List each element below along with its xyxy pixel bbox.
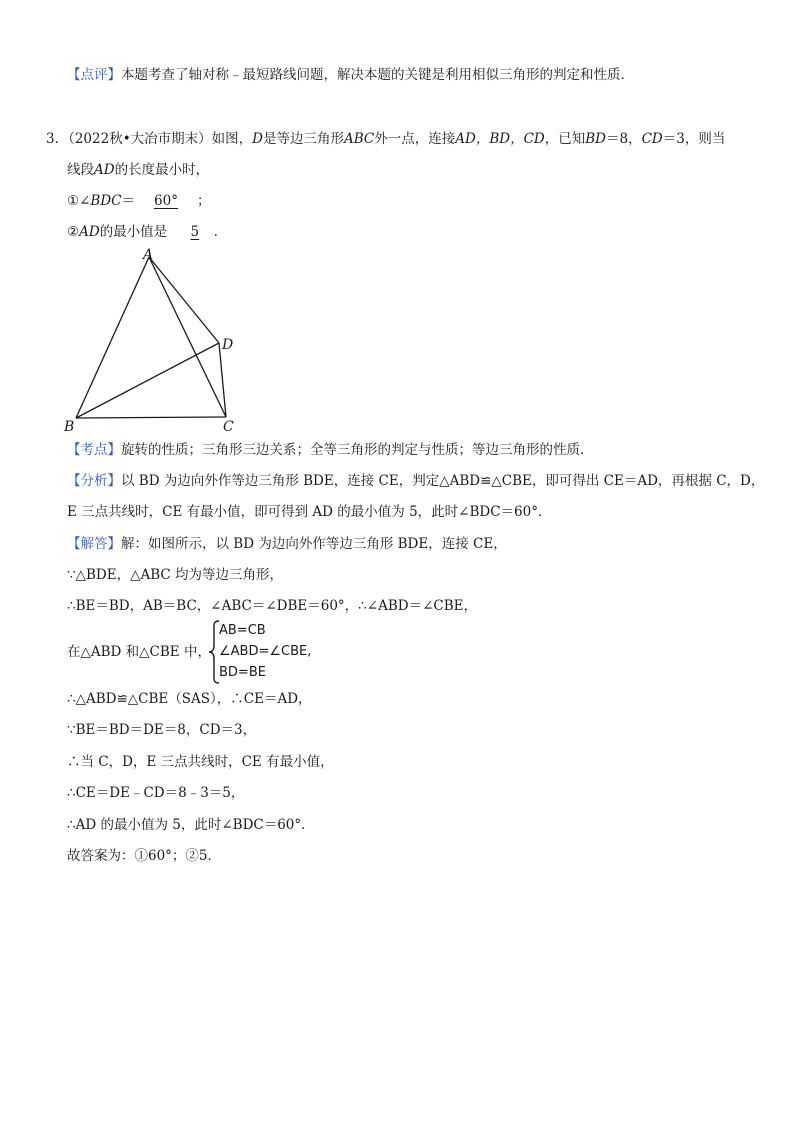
answer-blank-2: 5 [190,224,200,240]
problem-number: 3． [46,131,69,147]
segment-bd [76,343,219,418]
fenxi-text-2: E 三点共线时，CE 有最小值，即可得到 AD 的最小值为 5，此时∠BDC＝60°． [67,504,552,520]
comment-tag: 【点评】 [67,67,121,83]
jieda-line-9: 故答案为：①60°；②5． [67,848,222,864]
kaodian-line [67,441,594,459]
jieda-line-7: ∴CE＝DE﹣CD＝8﹣3＝5， [67,785,245,801]
kaodian-tag: 【考点】 [67,442,121,458]
q2-prefix: ② [67,224,80,240]
var-bd: BD [585,131,606,147]
q1-eq: ＝ [121,193,135,209]
problem-text: 外一点，连接 [374,131,456,147]
jieda-text-0: 解：如图所示，以 BD 为边向外作等边三角形 BDE，连接 CE， [121,536,507,552]
kaodian-text: 旋转的性质；三角形三边关系；全等三角形的判定与性质；等边三角形的性质． [121,442,594,458]
system-eq-2: ∠ABD=∠CBE, [219,644,312,659]
var-d: D [252,131,263,147]
fenxi-text-1: 以 BD 为边向外作等边三角形 BDE，连接 CE，判定△ABD≌△CBE，即可得出 CE＝AD，再根据 C，D， [121,473,765,489]
problem-source: （2022秋•大冶市期末） [68,131,212,147]
var-segments: AD，BD，CD [455,131,545,147]
question-1 [67,192,211,210]
question-2 [67,223,227,241]
fenxi-line-1 [67,472,764,490]
q2-suffix: ． [213,224,228,240]
q1-prefix: ①∠ [67,193,91,209]
system-equations [219,620,311,683]
segment-ab [76,257,149,418]
point-label-b: B [64,419,75,435]
jieda-line-5: ∵BE＝BD＝DE＝8，CD＝3， [67,722,257,738]
problem-text: ＝8， [605,131,642,147]
jieda-tag: 【解答】 [67,536,121,552]
triangle-figure [55,245,255,435]
jieda-line-6: ∴当 C，D，E 三点共线时，CE 有最小值， [67,754,334,770]
var-ad: AD [94,162,115,178]
q2-mid: 的最小值是 [99,224,168,240]
problem-line-1 [46,130,725,148]
problem-line-2 [67,161,209,179]
var-ad: AD [79,224,100,240]
fenxi-tag: 【分析】 [67,473,121,489]
point-label-c: C [223,419,234,435]
problem-text: 线段 [67,162,94,178]
var-cd: CD [641,131,663,147]
system-eq-3: BD=BE [219,665,266,680]
var-abc: ABC [344,131,375,147]
system-eq-1: AB=CB [219,623,266,638]
problem-text: 的长度最小时， [114,162,210,178]
point-label-a: A [143,247,154,263]
segment-bc [76,417,226,418]
q1-suffix: ； [197,193,211,209]
comment-text: 本题考查了轴对称﹣最短路线问题，解决本题的关键是利用相似三角形的判定和性质． [121,67,634,83]
answer-blank-1: 60° [154,193,178,209]
fenxi-line-2 [67,503,551,521]
var-bdc: BDC [90,193,122,209]
jieda-line-4: ∴△ABD≌△CBE（SAS），∴CE＝AD， [67,691,312,707]
problem-text: 是等边三角形 [263,131,344,147]
system-label: 在△ABD 和△CBE 中， [67,644,211,660]
problem-text: ，已知 [544,131,586,147]
jieda-line-8: ∴AD 的最小值为 5，此时∠BDC＝60°． [67,817,315,833]
problem-text: 如图， [211,131,253,147]
jieda-line-2: ∴BE＝BD，AB＝BC，∠ABC＝∠DBE＝60°，∴∠ABD＝∠CBE， [67,598,477,614]
comment-line [67,66,634,84]
problem-text: ＝3，则当 [662,131,726,147]
jieda-line-1: ∵△BDE，△ABC 均为等边三角形， [67,567,283,583]
jieda-line-0 [67,535,507,553]
point-label-d: D [222,337,234,353]
